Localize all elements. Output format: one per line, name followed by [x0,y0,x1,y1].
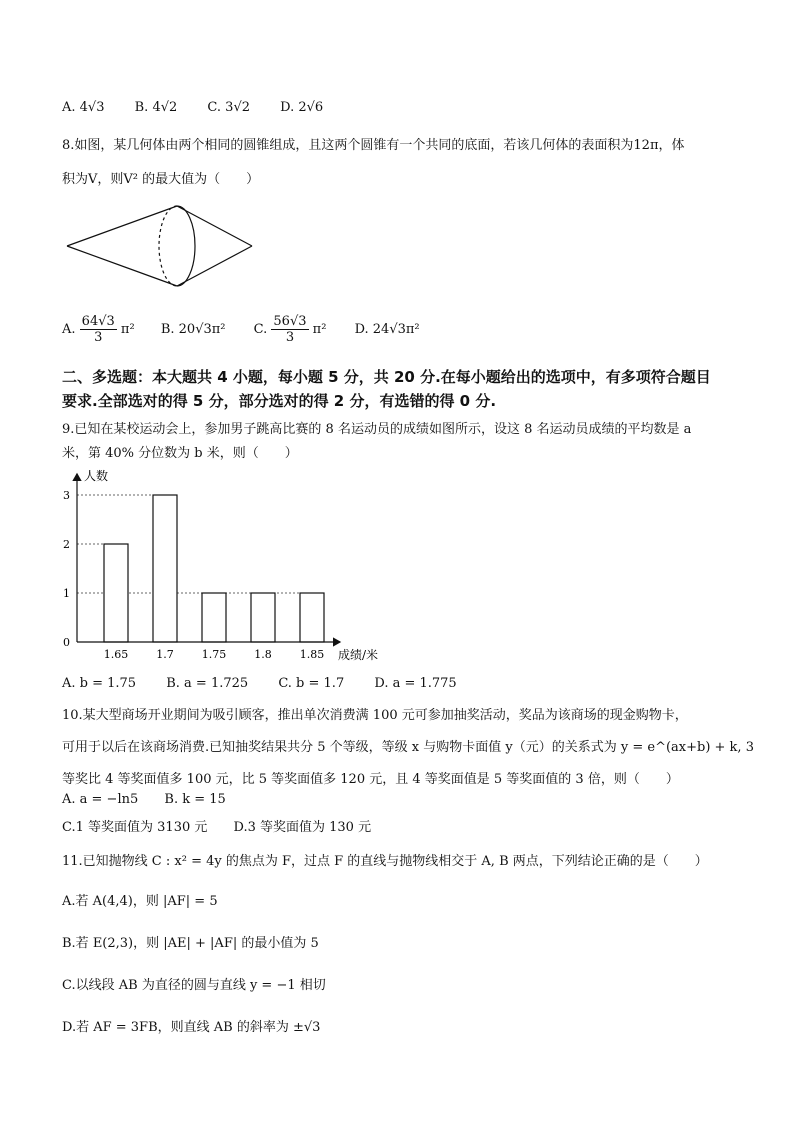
q7-options [62,100,323,115]
q8-options [62,314,420,345]
q9-option-c: C. b = 1.7 [278,676,345,691]
q10-stem-line2: 可用于以后在该商场消费.已知抽奖结果共分 5 个等级，等级 x 与购物卡面值 y（元）的关系式为 y = e^(ax+b) + k, 3 [62,740,754,755]
q11-option-a: A.若 A(4,4)，则 |AF| = 5 [62,894,218,909]
q9-option-a: A. b = 1.75 [62,676,137,691]
q8-stem-line1: 8.如图，某几何体由两个相同的圆锥组成，且这两个圆锥有一个共同的底面，若该几何体的表面积为12π，体 [62,138,685,153]
cone-left-upper-edge [67,206,177,246]
q10-option-d: D.3 等奖面值为 130 元 [233,820,372,835]
y-tick-label: 0 [63,636,70,649]
y-tick-label: 2 [63,538,70,551]
section2-heading-line2: 要求.全部选对的得 5 分，部分选对的得 2 分，有选错的得 0 分. [62,392,497,410]
q7-option-d: D. 2√6 [280,100,324,115]
q8-option-c: C. $\frac{56√3}{3}$ π² [253,314,327,345]
base-ellipse-back-dashed [159,206,177,286]
bar-1.8 [251,593,275,642]
x-tick-label: 1.7 [156,648,174,661]
q11-option-b: B.若 E(2,3)，则 |AE| + |AF| 的最小值为 5 [62,936,319,951]
q8-option-b: B. 20√3π² [160,322,226,337]
q9-stem-line2: 米，第 40% 分位数为 b 米，则（ ） [62,446,298,461]
q8-c-denominator: 3 [285,330,295,345]
y-tick-label: 1 [63,587,70,600]
q7-option-a: A. 4√3 [62,100,105,115]
bar-1.85 [300,593,324,642]
section2-heading-line1: 二、多选题：本大题共 4 小题，每小题 5 分，共 20 分.在每小题给出的选项中，有多项符合题目 [62,368,711,386]
x-tick-label: 1.65 [103,648,129,661]
x-tick-label: 1.8 [254,648,272,661]
q10-option-c: C.1 等奖面值为 3130 元 [62,820,208,835]
bar-1.65 [104,544,128,642]
base-ellipse-front [177,206,195,286]
q10-option-a: A. a = −ln5 [62,792,139,807]
q8-option-d: D. 24√3π² [354,322,420,337]
q9-options [62,676,457,691]
q8-a-denominator: 3 [94,330,103,345]
q7-option-c: C. 3√2 [207,100,250,115]
q10-stem-line1: 10.某大型商场开业期间为吸引顾客，推出单次消费满 100 元可参加抽奖活动，奖品为该商场的现金购物卡， [62,708,688,723]
cone-left-lower-edge [67,246,177,286]
q8-stem-line2: 积为V，则V² 的最大值为（ ） [62,172,260,187]
q7-option-b: B. 4√2 [134,100,178,115]
histogram-chart [62,466,402,666]
q9-option-b: B. a = 1.725 [166,676,249,691]
x-tick-label: 1.75 [201,648,227,661]
bar-1.7 [153,495,177,642]
q10-options-row1 [62,792,226,807]
q10-options-row2 [62,816,371,835]
cone-right-lower-edge [177,246,252,286]
y-axis-label: 人数 [84,469,109,483]
q10-option-b: B. k = 15 [164,792,226,807]
q11-option-c: C.以线段 AB 为直径的圆与直线 y = −1 相切 [62,978,326,993]
q11-stem: 11.已知抛物线 C : x² = 4y 的焦点为 F，过点 F 的直线与抛物线相交于 A, B 两点，下列结论正确的是（ ） [62,854,708,869]
x-axis-label: 成绩/米 [338,648,379,662]
q11-option-d: D.若 AF = 3FB，则直线 AB 的斜率为 ±√3 [62,1020,321,1035]
q10-stem-line3: 等奖比 4 等奖面值多 100 元，比 5 等奖面值多 120 元，且 4 等奖面值是 5 等奖面值的 3 倍，则（ ） [62,772,679,787]
bar-1.75 [202,593,226,642]
q9-stem-line1: 9.已知在某校运动会上，参加男子跳高比赛的 8 名运动员的成绩如图所示，设这 8 名运动员成绩的平均数是 a [62,422,692,437]
double-cone-figure [62,200,258,292]
q8-c-numerator: 56√3 [273,314,307,329]
cone-right-upper-edge [177,206,252,246]
x-tick-label: 1.85 [299,648,325,661]
q8-option-a: A. $\frac{64√3}{3}$ π² [62,314,135,345]
q9-option-d: D. a = 1.775 [374,676,457,691]
y-tick-label: 3 [63,489,70,502]
q8-a-numerator: 64√3 [81,314,115,329]
